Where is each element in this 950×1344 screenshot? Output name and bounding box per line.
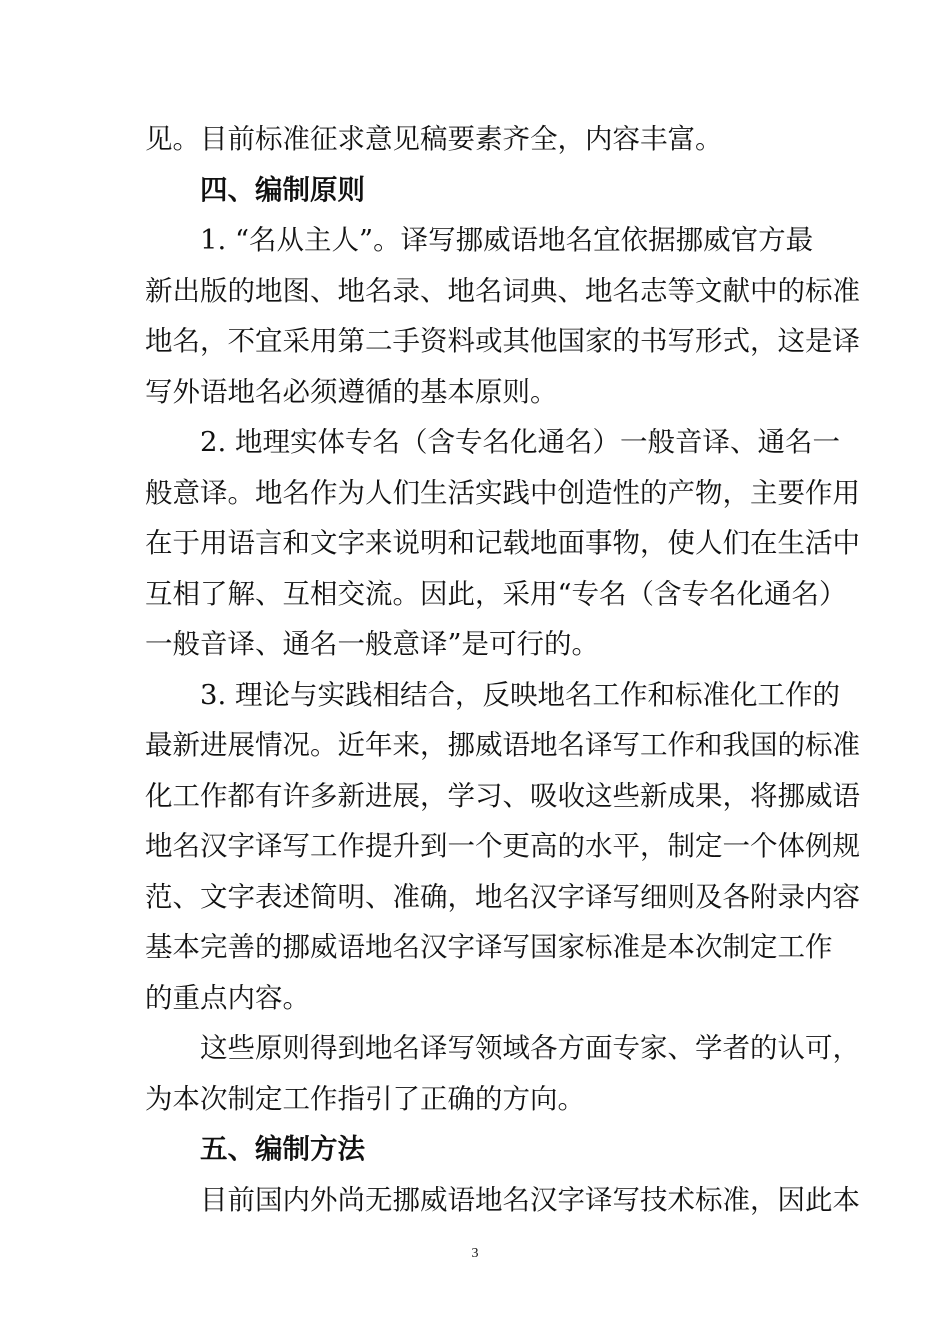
paragraph-line: 化工作都有许多新进展，学习、吸收这些新成果，将挪威语 xyxy=(145,779,860,812)
paragraph-line: 范、文字表述简明、准确，地名汉字译写细则及各附录内容 xyxy=(145,880,860,913)
paragraph-line: 为本次制定工作指引了正确的方向。 xyxy=(145,1082,585,1115)
paragraph-line: 最新进展情况。近年来，挪威语地名译写工作和我国的标准 xyxy=(145,729,860,761)
paragraph-line: 目前国内外尚无挪威语地名汉字译写技术标准，因此本 xyxy=(200,1183,860,1216)
paragraph xyxy=(145,670,860,1024)
paragraph-line: 在于用语言和文字来说明和记载地面事物，使人们在生活中 xyxy=(145,527,860,559)
paragraph-line: 地名，不宜采用第二手资料或其他国家的书写形式，这是译 xyxy=(145,325,860,357)
paragraph-line: 3. 理论与实践相结合，反映地名工作和标准化工作的 xyxy=(200,678,840,711)
paragraph-line: 一般音译、通名一般意译”是可行的。 xyxy=(145,628,600,660)
page-number: 3 xyxy=(471,1246,479,1261)
paragraph-line: 新出版的地图、地名录、地名词典、地名志等文献中的标准 xyxy=(145,274,860,307)
paragraph xyxy=(145,114,805,165)
section-heading xyxy=(145,1124,805,1175)
paragraph-line: 2. 地理实体专名（含专名化通名）一般音译、通名一 xyxy=(200,426,840,458)
heading-text: 五、编制方法 xyxy=(200,1133,365,1165)
paragraph-line: 写外语地名必须遵循的基本原则。 xyxy=(145,375,558,408)
paragraph-line: 1. “名从主人”。译写挪威语地名宜依据挪威官方最 xyxy=(200,224,814,256)
paragraph-line: 见。目前标准征求意见稿要素齐全，内容丰富。 xyxy=(145,123,723,155)
paragraph xyxy=(145,1023,860,1124)
document-page xyxy=(145,114,860,1225)
paragraph-line: 基本完善的挪威语地名汉字译写国家标准是本次制定工作 xyxy=(145,931,833,963)
paragraph-line: 地名汉字译写工作提升到一个更高的水平，制定一个体例规 xyxy=(145,830,860,862)
paragraph xyxy=(145,215,860,417)
paragraph-line: 这些原则得到地名译写领域各方面专家、学者的认可， xyxy=(200,1032,860,1064)
paragraph xyxy=(145,417,860,670)
paragraph-line: 的重点内容。 xyxy=(145,981,310,1014)
section-heading xyxy=(145,165,805,216)
paragraph-line: 般意译。地名作为人们生活实践中创造性的产物，主要作用 xyxy=(145,476,860,509)
paragraph-line: 互相了解、互相交流。因此，采用“专名（含专名化通名） xyxy=(145,577,847,610)
paragraph xyxy=(145,1175,860,1226)
heading-text: 四、编制原则 xyxy=(200,173,365,206)
